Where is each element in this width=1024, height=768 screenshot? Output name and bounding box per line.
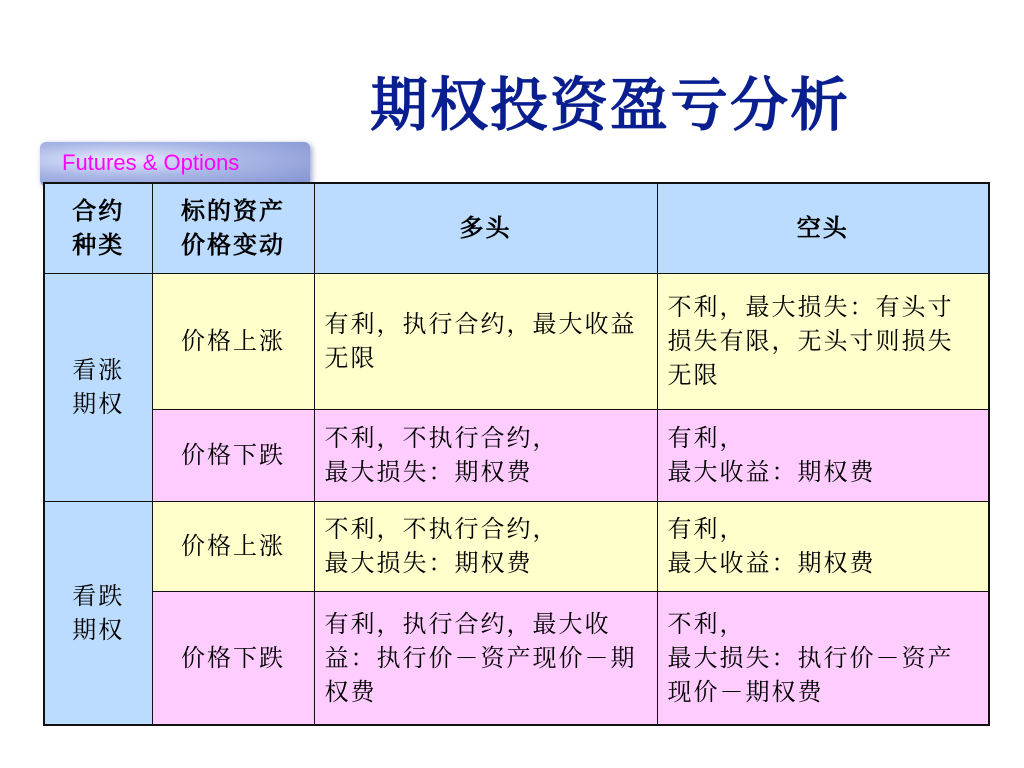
header-short: 空头: [657, 183, 989, 273]
header-price-change: 标的资产 价格变动: [152, 183, 314, 273]
table-row: [44, 273, 989, 409]
long-cell: 不利，不执行合约， 最大损失：期权费: [314, 501, 657, 591]
long-cell: 有利，执行合约，最大收益：执行价－资产现价－期权费: [314, 591, 657, 725]
page-title: 期权投资盈亏分析: [369, 71, 850, 139]
call-option-type: 看涨 期权: [44, 273, 152, 501]
short-cell: 不利， 最大损失：执行价－资产现价－期权费: [657, 591, 989, 725]
put-option-type: 看跌 期权: [44, 501, 152, 725]
short-cell: 有利， 最大收益：期权费: [657, 409, 989, 501]
table-row: [44, 409, 989, 501]
table-header-row: [44, 183, 989, 273]
price-change-cell: 价格上涨: [152, 273, 314, 409]
price-change-cell: 价格下跌: [152, 409, 314, 501]
header-long: 多头: [314, 183, 657, 273]
table-row: [44, 591, 989, 725]
short-cell: 有利， 最大收益：期权费: [657, 501, 989, 591]
badge-label: Futures & Options: [62, 150, 240, 175]
table-row: [44, 501, 989, 591]
options-pnl-table: [43, 182, 990, 726]
price-change-cell: 价格下跌: [152, 591, 314, 725]
long-cell: 不利，不执行合约， 最大损失：期权费: [314, 409, 657, 501]
long-cell: 有利，执行合约，最大收益无限: [314, 273, 657, 409]
header-contract-type: 合约 种类: [44, 183, 152, 273]
short-cell: 不利，最大损失：有头寸损失有限，无头寸则损失无限: [657, 273, 989, 409]
price-change-cell: 价格上涨: [152, 501, 314, 591]
